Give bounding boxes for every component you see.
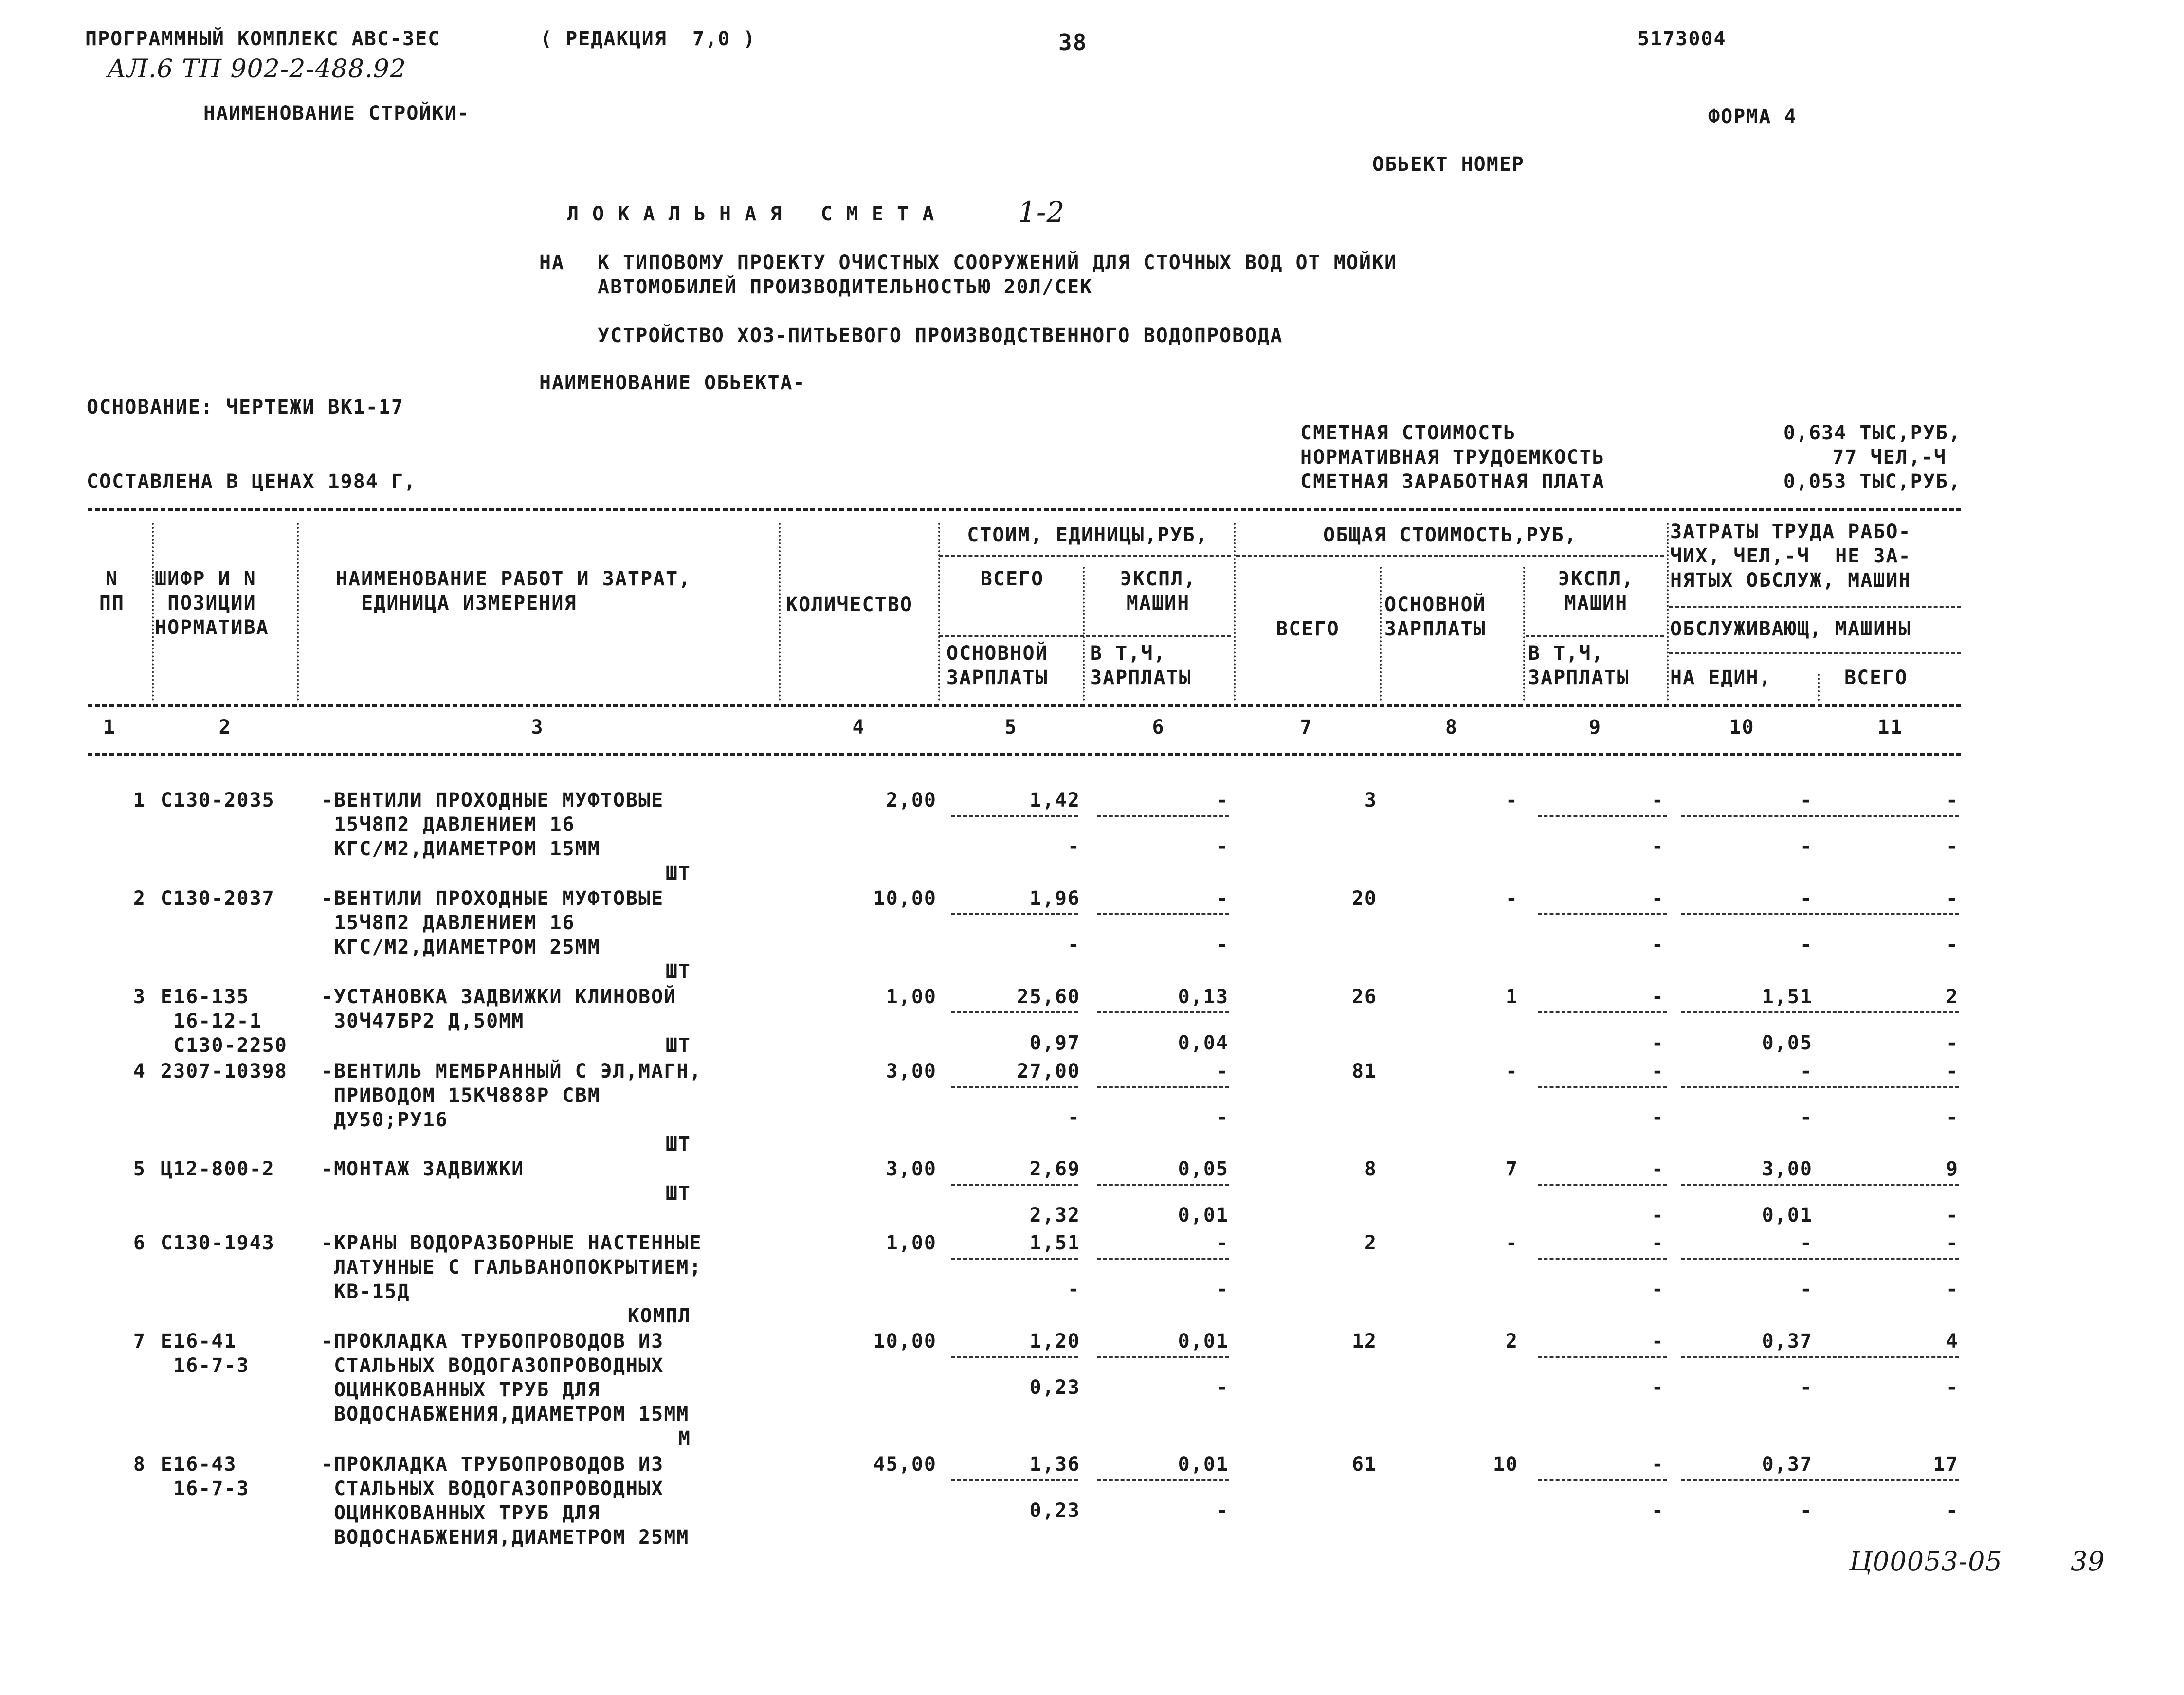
row-total-incl-wages: - (1651, 1499, 1664, 1522)
row-labor-service-per-unit: - (1800, 1376, 1813, 1399)
row-labor-per-unit: 3,00 (1762, 1158, 1813, 1180)
cell-separator (951, 913, 1078, 915)
cell-separator (1681, 1356, 1959, 1358)
row-total-machines: - (1651, 1060, 1664, 1082)
col-divider (152, 523, 154, 701)
row-total-wages: - (1505, 1232, 1518, 1254)
row-code: С130-1943 (161, 1232, 275, 1254)
col-number: 4 (852, 716, 865, 739)
col-header-code: ШИФР И N ПОЗИЦИИ НОРМАТИВА (155, 568, 269, 639)
row-unit-wages: - (1067, 934, 1080, 956)
row-unit-machines: - (1216, 887, 1229, 910)
cell-separator (1681, 1258, 1959, 1260)
summary-value-labor: 77 ЧЕЛ,-Ч (1832, 446, 1947, 469)
row-number: 1 (133, 789, 146, 811)
summary-label-labor: НОРМАТИВНАЯ ТРУДОЕМКОСТЬ (1300, 446, 1605, 469)
title-number: 1-2 (1018, 196, 1065, 229)
row-quantity: 1,00 (886, 986, 937, 1008)
col-divider (1523, 567, 1525, 701)
summary-value-wages: 0,053 ТЫС,РУБ, (1783, 470, 1961, 493)
row-number: 5 (133, 1158, 146, 1180)
cell-separator (1097, 1086, 1229, 1088)
row-total-wages: 10 (1492, 1453, 1518, 1476)
basis: ОСНОВАНИЕ: ЧЕРТЕЖИ ВК1-17 (87, 396, 404, 418)
row-total-incl-wages: - (1651, 1106, 1664, 1129)
cell-separator (1681, 1184, 1959, 1186)
row-labor-per-unit: 1,51 (1762, 986, 1813, 1008)
row-number: 2 (133, 887, 146, 910)
col-number: 9 (1588, 716, 1602, 739)
header-subrule (1669, 606, 1961, 608)
col-header-total-incl-wages: В Т,Ч, ЗАРПЛАТЫ (1528, 642, 1630, 689)
col-header-unit-total: ВСЕГО (980, 568, 1044, 590)
row-total-machines: - (1651, 887, 1664, 910)
col-header-total-cost: ОБЩАЯ СТОИМОСТЬ,РУБ, (1323, 524, 1577, 546)
cell-separator (1538, 913, 1667, 915)
row-total-wages: - (1505, 789, 1518, 811)
row-total-machines: - (1651, 1158, 1664, 1180)
cell-separator (1097, 815, 1229, 817)
row-unit: ШТ (665, 1133, 691, 1155)
cell-separator (1538, 1184, 1667, 1186)
row-unit-machines: - (1216, 789, 1229, 811)
row-unit-incl-wages: - (1216, 1376, 1229, 1399)
col-number: 11 (1877, 716, 1903, 739)
col-number: 3 (531, 716, 544, 739)
row-unit-total: 27,00 (1017, 1060, 1080, 1082)
row-labor-total: 4 (1946, 1330, 1959, 1352)
footer-sheet-number: 39 (2071, 1546, 2105, 1577)
document-title: Л О К А Л Ь Н А Я С М Е Т А (567, 203, 935, 225)
row-code: Ц12-800-2 (161, 1158, 275, 1180)
col-header-unit-machines: ЭКСПЛ, МАШИН (1120, 568, 1197, 614)
row-total-incl-wages: - (1651, 1278, 1664, 1300)
row-labor-service-total: - (1946, 1499, 1959, 1522)
cell-separator (1538, 1356, 1667, 1358)
row-unit-wages: 0,97 (1029, 1032, 1080, 1054)
row-total: 61 (1351, 1453, 1377, 1476)
row-labor-service-per-unit: - (1800, 1278, 1813, 1300)
header-subrule (939, 555, 1231, 557)
cell-separator (951, 815, 1078, 817)
col-number: 6 (1152, 716, 1165, 739)
project-line-2: АВТОМОБИЛЕЙ ПРОИЗВОДИТЕЛЬНОСТЬЮ 20Л/СЕК (598, 276, 1093, 298)
row-labor-per-unit: - (1800, 789, 1813, 811)
row-unit-incl-wages: 0,01 (1178, 1204, 1229, 1226)
summary-value-cost: 0,634 ТЫС,РУБ, (1783, 422, 1961, 444)
row-description: -ВЕНТИЛИ ПРОХОДНЫЕ МУФТОВЫЕ 15Ч8П2 ДАВЛЕНИЕМ 16 КГС/М2,ДИАМЕТРОМ 15ММ (321, 789, 664, 860)
header-subrule (1526, 635, 1664, 637)
row-code: 2307-10398 (161, 1060, 288, 1082)
cell-separator (1538, 1479, 1667, 1481)
cell-separator (1097, 1011, 1229, 1013)
row-unit-total: 2,69 (1029, 1158, 1080, 1180)
row-unit: ШТ (665, 862, 691, 884)
object-number: ОБЬЕКТ НОМЕР (1372, 153, 1525, 176)
row-unit-total: 1,42 (1029, 789, 1080, 811)
col-number: 1 (103, 716, 116, 739)
col-header-name: НАИМЕНОВАНИЕ РАБОТ И ЗАТРАТ, ЕДИНИЦА ИЗМЕРЕНИЯ (336, 568, 692, 614)
row-quantity: 3,00 (886, 1158, 937, 1180)
col-divider (779, 523, 781, 701)
row-description: -ПРОКЛАДКА ТРУБОПРОВОДОВ ИЗ СТАЛЬНЫХ ВОДОГАЗОПРОВОДНЫХ ОЦИНКОВАННЫХ ТРУБ ДЛЯ ВОДОСНАБЖЕНИЯ,ДИАМЕТРОМ 15ММ (321, 1330, 690, 1425)
row-total: 12 (1351, 1330, 1377, 1352)
row-unit-incl-wages: 0,04 (1178, 1032, 1229, 1054)
row-labor-per-unit: 0,37 (1762, 1330, 1813, 1352)
work-subject: УСТРОЙСТВО ХОЗ-ПИТЬЕВОГО ПРОИЗВОДСТВЕННОГО ВОДОПРОВОДА (598, 325, 1283, 347)
row-labor-per-unit: - (1800, 1060, 1813, 1082)
cell-separator (1097, 1356, 1229, 1358)
row-labor-total: 9 (1946, 1158, 1959, 1180)
row-total: 81 (1351, 1060, 1377, 1082)
row-total-machines: - (1651, 789, 1664, 811)
col-header-unit-wages: ОСНОВНОЙ ЗАРПЛАТЫ (946, 642, 1048, 689)
row-unit-wages: 2,32 (1029, 1204, 1080, 1226)
row-unit-wages: - (1067, 1106, 1080, 1129)
cell-separator (951, 1086, 1078, 1088)
row-total-wages: 7 (1505, 1158, 1518, 1180)
col-divider (1083, 567, 1085, 701)
row-labor-service-per-unit: 0,05 (1762, 1032, 1813, 1054)
price-basis: СОСТАВЛЕНА В ЦЕНАХ 1984 Г, (87, 470, 417, 493)
row-quantity: 10,00 (873, 1330, 937, 1352)
col-header-labor-service: ОБСЛУЖИВАЮЩ, МАШИНЫ (1670, 618, 1911, 640)
col-header-unit-incl-wages: В Т,Ч, ЗАРПЛАТЫ (1090, 642, 1192, 689)
row-labor-total: - (1946, 1232, 1959, 1254)
row-unit-incl-wages: - (1216, 934, 1229, 956)
form-label: ФОРМА 4 (1708, 106, 1797, 128)
row-description: -КРАНЫ ВОДОРАЗБОРНЫЕ НАСТЕННЫЕ ЛАТУННЫЕ С ГАЛЬВАНОПОКРЫТИЕМ; КВ-15Д (321, 1232, 702, 1303)
row-code: С130-2037 (161, 887, 275, 910)
cell-separator (1681, 913, 1959, 915)
row-labor-service-total: - (1946, 1106, 1959, 1129)
row-total: 2 (1364, 1232, 1377, 1254)
row-total: 3 (1364, 789, 1377, 811)
cell-separator (1681, 1479, 1959, 1481)
row-unit-total: 1,96 (1029, 887, 1080, 910)
row-unit-incl-wages: - (1216, 835, 1229, 858)
row-unit-machines: 0,05 (1178, 1158, 1229, 1180)
row-labor-service-total: - (1946, 1278, 1959, 1300)
construction-label: НАИМЕНОВАНИЕ СТРОЙКИ- (203, 102, 470, 125)
col-divider (1380, 567, 1382, 701)
cell-separator (951, 1479, 1078, 1481)
row-labor-service-total: - (1946, 835, 1959, 858)
cell-separator (951, 1011, 1078, 1013)
footer-stamp: Ц00053-05 (1849, 1546, 2002, 1577)
cell-separator (1538, 1258, 1667, 1260)
header-subrule (939, 635, 1231, 637)
row-number: 3 (133, 986, 146, 1008)
col-header-total-machines: ЭКСПЛ, МАШИН (1558, 568, 1635, 614)
row-unit: ШТ (665, 1034, 691, 1057)
cell-separator (1097, 1479, 1229, 1481)
row-quantity: 1,00 (886, 1232, 937, 1254)
on-label: НА (539, 252, 565, 274)
cell-separator (1538, 815, 1667, 817)
row-labor-service-total: - (1946, 934, 1959, 956)
row-total-incl-wages: - (1651, 1032, 1664, 1054)
row-labor-service-per-unit: 0,01 (1762, 1204, 1813, 1226)
col-divider (1818, 674, 1820, 701)
row-total-incl-wages: - (1651, 835, 1664, 858)
cell-separator (1538, 1086, 1667, 1088)
col-header-labor: ЗАТРАТЫ ТРУДА РАБО- ЧИХ, ЧЕЛ,-Ч НЕ ЗА- НЯТЫХ ОБСЛУЖ, МАШИН (1670, 521, 1911, 592)
summary-label-cost: СМЕТНАЯ СТОИМОСТЬ (1300, 422, 1516, 444)
table-header-rule (88, 704, 1961, 707)
col-header-total-all: ВСЕГО (1276, 618, 1340, 640)
row-labor-service-total: - (1946, 1032, 1959, 1054)
row-code: С130-2035 (161, 789, 275, 811)
row-quantity: 10,00 (873, 887, 937, 910)
cell-separator (1097, 913, 1229, 915)
row-unit-machines: 0,01 (1178, 1330, 1229, 1352)
col-header-qty: КОЛИЧЕСТВО (786, 594, 913, 616)
row-labor-per-unit: - (1800, 887, 1813, 910)
summary-label-wages: СМЕТНАЯ ЗАРАБОТНАЯ ПЛАТА (1300, 470, 1605, 493)
row-number: 4 (133, 1060, 146, 1082)
cell-separator (1097, 1184, 1229, 1186)
row-unit-machines: - (1216, 1060, 1229, 1082)
row-labor-per-unit: 0,37 (1762, 1453, 1813, 1476)
row-labor-service-total: - (1946, 1376, 1959, 1399)
cell-separator (1681, 1011, 1959, 1013)
edition: ( РЕДАКЦИЯ 7,0 ) (540, 28, 756, 50)
row-unit-total: 1,20 (1029, 1330, 1080, 1352)
row-description: -ВЕНТИЛИ ПРОХОДНЫЕ МУФТОВЫЕ 15Ч8П2 ДАВЛЕНИЕМ 16 КГС/М2,ДИАМЕТРОМ 25ММ (321, 887, 664, 958)
row-labor-total: - (1946, 1060, 1959, 1082)
col-divider (938, 523, 940, 701)
row-total-wages: 2 (1505, 1330, 1518, 1352)
header-subrule (1669, 652, 1961, 654)
row-labor-per-unit: - (1800, 1232, 1813, 1254)
document-code: 5173004 (1638, 28, 1727, 50)
row-description: -ПРОКЛАДКА ТРУБОПРОВОДОВ ИЗ СТАЛЬНЫХ ВОДОГАЗОПРОВОДНЫХ ОЦИНКОВАННЫХ ТРУБ ДЛЯ ВОДОСНАБЖЕНИЯ,ДИАМЕТРОМ 25ММ (321, 1453, 690, 1549)
table-numbers-rule (88, 753, 1961, 756)
col-divider (297, 523, 299, 701)
row-labor-total: - (1946, 887, 1959, 910)
row-total: 8 (1364, 1158, 1377, 1180)
row-labor-total: 17 (1933, 1453, 1959, 1476)
row-labor-service-per-unit: - (1800, 1106, 1813, 1129)
row-unit-incl-wages: - (1216, 1106, 1229, 1129)
row-labor-service-per-unit: - (1800, 1499, 1813, 1522)
row-unit-total: 1,51 (1029, 1232, 1080, 1254)
object-name-label: НАИМЕНОВАНИЕ ОБЬЕКТА- (539, 372, 806, 394)
page-number: 38 (1058, 29, 1088, 55)
cell-separator (951, 1258, 1078, 1260)
col-number: 2 (218, 716, 232, 739)
col-divider (1234, 523, 1236, 701)
row-unit-wages: 0,23 (1029, 1376, 1080, 1399)
row-total-machines: - (1651, 986, 1664, 1008)
row-number: 7 (133, 1330, 146, 1352)
handwritten-reference: АЛ.6 ТП 902-2-488.92 (107, 54, 406, 84)
col-number: 5 (1004, 716, 1018, 739)
row-total: 26 (1351, 986, 1377, 1008)
cell-separator (1681, 1086, 1959, 1088)
row-unit-machines: - (1216, 1232, 1229, 1254)
row-unit-wages: - (1067, 835, 1080, 858)
col-number: 7 (1300, 716, 1313, 739)
row-labor-total: - (1946, 789, 1959, 811)
row-unit: ШТ (665, 1182, 691, 1205)
row-unit: КОМПЛ (627, 1305, 691, 1327)
row-quantity: 3,00 (886, 1060, 937, 1082)
row-unit-total: 1,36 (1029, 1453, 1080, 1476)
col-header-total-wages: ОСНОВНОЙ ЗАРПЛАТЫ (1384, 594, 1486, 640)
row-total-wages: - (1505, 1060, 1518, 1082)
col-number: 10 (1729, 716, 1755, 739)
row-quantity: 45,00 (873, 1453, 937, 1476)
row-unit-wages: 0,23 (1029, 1499, 1080, 1522)
row-labor-service-per-unit: - (1800, 934, 1813, 956)
row-unit: М (678, 1427, 691, 1450)
row-total-wages: 1 (1505, 986, 1518, 1008)
row-unit-total: 25,60 (1017, 986, 1080, 1008)
col-header-unit-cost: СТОИМ, ЕДИНИЦЫ,РУБ, (967, 524, 1208, 546)
row-unit-wages: - (1067, 1278, 1080, 1300)
row-total-machines: - (1651, 1330, 1664, 1352)
cell-separator (1538, 1011, 1667, 1013)
table-top-rule (88, 508, 1961, 511)
row-labor-service-total: - (1946, 1204, 1959, 1226)
row-description: -УСТАНОВКА ЗАДВИЖКИ КЛИНОВОЙ 30Ч47БР2 Д,50ММ (321, 986, 677, 1032)
col-header-n: N ПП (99, 568, 125, 614)
row-code: Е16-135 16-12-1 С130-2250 (161, 986, 288, 1057)
cell-separator (951, 1356, 1078, 1358)
row-total-incl-wages: - (1651, 1204, 1664, 1226)
cell-separator (1097, 1258, 1229, 1260)
cell-separator (1681, 815, 1959, 817)
row-labor-service-per-unit: - (1800, 835, 1813, 858)
program-name: ПРОГРАММНЫЙ КОМПЛЕКС АВС-3ЕС (85, 28, 441, 50)
row-number: 8 (133, 1453, 146, 1476)
row-total-wages: - (1505, 887, 1518, 910)
cell-separator (951, 1184, 1078, 1186)
row-total: 20 (1351, 887, 1377, 910)
row-unit-machines: 0,01 (1178, 1453, 1229, 1476)
row-unit-incl-wages: - (1216, 1499, 1229, 1522)
col-header-labor-total: ВСЕГО (1844, 667, 1908, 689)
row-unit-machines: 0,13 (1178, 986, 1229, 1008)
row-quantity: 2,00 (886, 789, 937, 811)
col-number: 8 (1445, 716, 1458, 739)
row-description: -МОНТАЖ ЗАДВИЖКИ (321, 1158, 525, 1180)
row-total-machines: - (1651, 1232, 1664, 1254)
row-unit-incl-wages: - (1216, 1278, 1229, 1300)
col-divider (1667, 523, 1669, 701)
row-code: Е16-43 16-7-3 (161, 1453, 250, 1500)
row-description: -ВЕНТИЛЬ МЕМБРАННЫЙ С ЭЛ,МАГН, ПРИВОДОМ 15КЧ888Р СВМ ДУ50;РУ16 (321, 1060, 702, 1131)
col-header-labor-per-unit: НА ЕДИН, (1670, 667, 1772, 689)
row-number: 6 (133, 1232, 146, 1254)
row-code: Е16-41 16-7-3 (161, 1330, 250, 1377)
row-total-incl-wages: - (1651, 1376, 1664, 1399)
project-line-1: К ТИПОВОМУ ПРОЕКТУ ОЧИСТНЫХ СООРУЖЕНИЙ ДЛЯ СТОЧНЫХ ВОД ОТ МОЙКИ (598, 252, 1398, 274)
row-labor-total: 2 (1946, 986, 1959, 1008)
row-total-machines: - (1651, 1453, 1664, 1476)
row-total-incl-wages: - (1651, 934, 1664, 956)
row-unit: ШТ (665, 960, 691, 983)
header-subrule (1236, 555, 1664, 557)
